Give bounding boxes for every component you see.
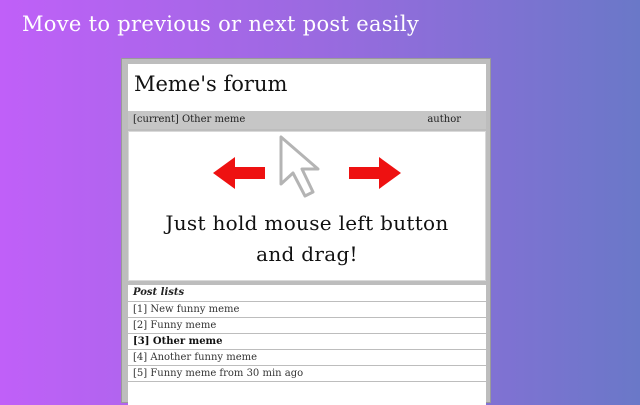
post-list-item-current[interactable]: [3] Other meme: [128, 334, 486, 350]
promo-headline: Move to previous or next post easily: [22, 12, 420, 36]
left-arrow-icon: [213, 157, 265, 189]
post-body[interactable]: [128, 131, 486, 281]
instruction-line-2: and drag!: [256, 242, 358, 266]
forum-window: [121, 58, 491, 403]
post-title: [current] Other meme: [133, 114, 246, 125]
post-author: author: [427, 114, 461, 125]
cursor-icon: [281, 137, 318, 196]
forum-title: Meme's forum: [134, 72, 288, 96]
post-list-item[interactable]: [4] Another funny meme: [128, 350, 486, 366]
post-list-item[interactable]: [1] New funny meme: [128, 302, 486, 318]
post-title-bar: [128, 111, 486, 129]
instruction-line-1: Just hold mouse left button: [165, 211, 449, 235]
drag-instruction: [129, 208, 485, 270]
post-list-item[interactable]: [2] Funny meme: [128, 318, 486, 334]
post-list-header: Post lists: [128, 285, 486, 302]
right-arrow-icon: [349, 157, 401, 189]
post-list-item[interactable]: [5] Funny meme from 30 min ago: [128, 366, 486, 382]
forum-header: [128, 64, 486, 111]
drag-illustration: [207, 132, 407, 204]
post-list: [128, 285, 486, 405]
